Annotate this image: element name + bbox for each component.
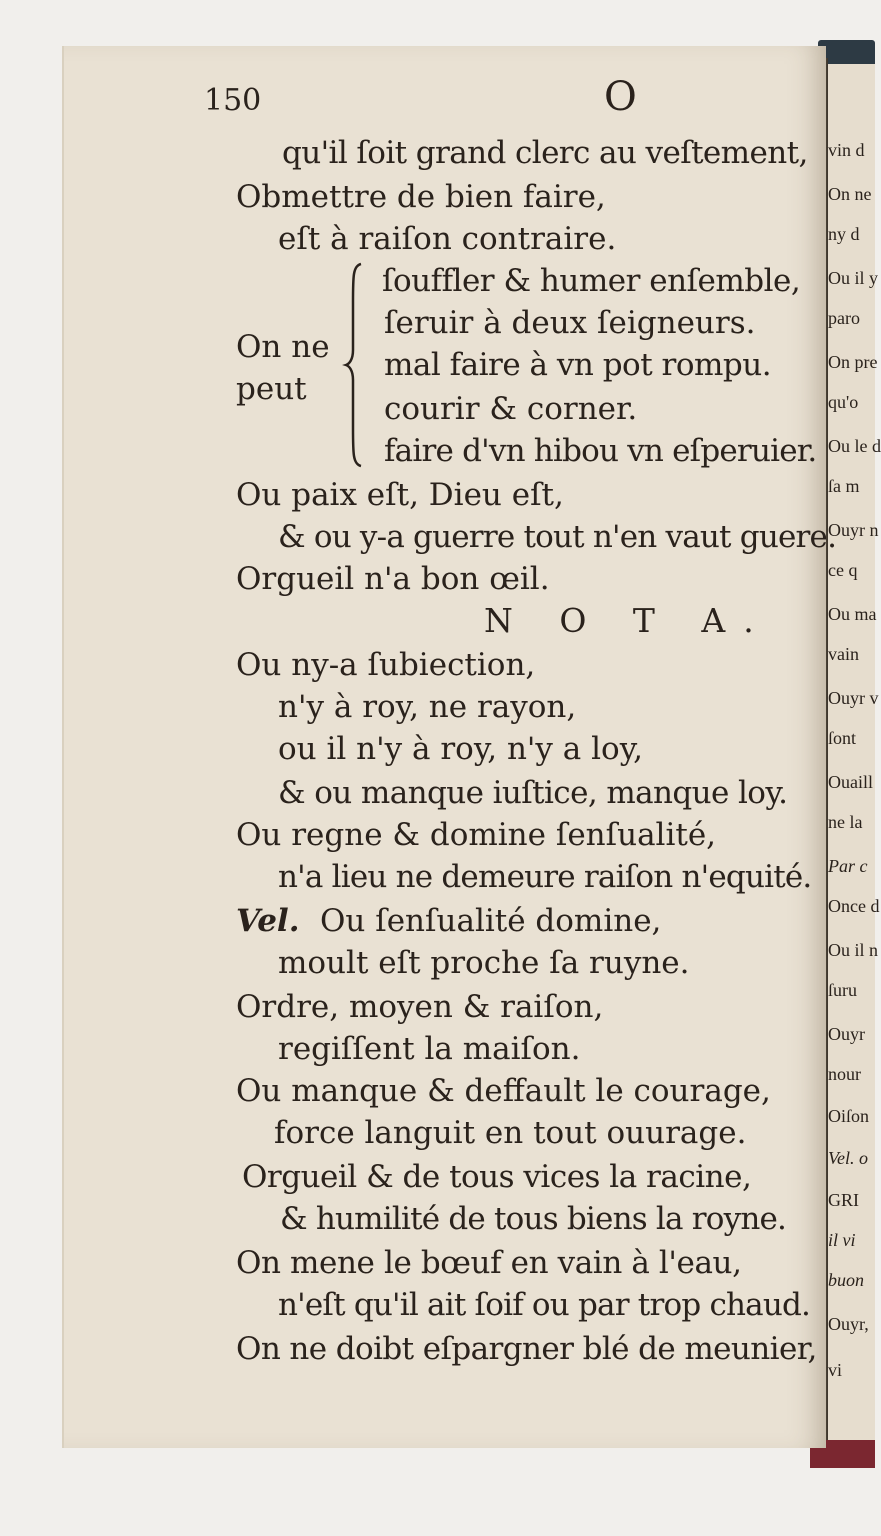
text-line: & ou y-a guerre tout n'en vaut guere. [278,519,837,555]
text-line: force languit en tout ouurage. [274,1115,747,1151]
facing-line: Ouaill [828,772,873,792]
text-line: ſeruir à deux ſeigneurs. [384,305,756,341]
text-line: mal faire à vn pot rompu. [384,347,772,383]
text-line: On mene le bœuf en vain à l'eau, [236,1245,742,1281]
facing-line: Ou ma [828,604,877,624]
facing-line: Ouyr, [828,1314,869,1334]
text-line: Orgueil & de tous vices la racine, [242,1159,752,1195]
text-line: Ou manque & deffault le courage, [236,1073,771,1109]
facing-line: Ou il y [828,268,879,288]
text-line: & humilité de tous biens la royne. [280,1201,787,1237]
page-heading: O [604,74,637,120]
brace-bracket [345,262,363,468]
vel-marker: Vel. [236,903,300,939]
facing-line: ſa m [828,476,860,496]
facing-line: ſuru [828,980,857,1000]
text-line: regiſſent la maiſon. [278,1031,581,1067]
facing-line: On ne [828,184,872,204]
page-number: 150 [204,83,262,118]
facing-page [822,64,881,1454]
facing-line: ne la [828,812,863,832]
text-line: On ne [236,329,330,365]
facing-line: On pre [828,352,878,372]
facing-line: GRI [828,1190,859,1210]
facing-line: Ou le d [828,436,881,456]
facing-line: ce q [828,560,858,580]
facing-line: Vel. o [828,1148,868,1168]
facing-line: Ou il n [828,940,879,960]
text-line: n'eſt qu'il ait ſoif ou par trop chaud. [278,1287,811,1323]
facing-line: vi [828,1360,843,1380]
text-line: eſt à raiſon contraire. [278,221,617,257]
facing-line: vain [828,644,859,664]
facing-line: Par c [828,856,868,876]
facing-line: Ouyr v [828,688,879,708]
text-line: faire d'vn hibou vn eſperuier. [384,433,817,469]
facing-line: ſont [828,728,857,748]
facing-line: nour [828,1064,861,1084]
text-line: Orgueil n'a bon œil. [236,561,550,597]
text-line: peut [236,371,307,407]
facing-line: Oiſon [828,1106,870,1126]
text-line: ou il n'y à roy, n'y a loy, [278,731,643,767]
text-line: n'y à roy, ne rayon, [278,689,577,725]
facing-line: Ouyr [828,1024,865,1044]
text-line: moult eſt proche ſa ruyne. [278,945,690,981]
facing-line: Once d [828,896,880,916]
text-line: Ou regne & domine ſenſualité, [236,817,717,853]
facing-line: Ouyr n [828,520,879,540]
text-line: On ne doibt eſpargner blé de meunier, [236,1331,817,1367]
text-line: courir & corner. [384,391,638,427]
facing-line: buon [828,1270,864,1290]
facing-line: qu'o [828,392,859,412]
text-line: ſouffler & humer enſemble, [382,263,801,299]
facing-line: vin d [828,140,865,160]
text-line: Ou ſenſualité domine, [320,903,662,939]
text-line: & ou manque iuſtice, manque loy. [278,775,788,811]
text-line: Ordre, moyen & raiſon, [236,989,604,1025]
facing-line: paro [828,308,860,328]
facing-line: il vi [828,1230,856,1250]
text-line: qu'il ſoit grand clerc au veſtement, [282,135,808,171]
facing-line: ny d [828,224,860,244]
text-line: Obmettre de bien faire, [236,179,606,215]
section-heading: N O T A. [484,601,772,640]
text-line: Ou ny-a ſubiection, [236,647,536,683]
text-line: n'a lieu ne demeure raiſon n'equité. [278,859,812,895]
text-line: Ou paix eſt, Dieu eſt, [236,477,564,513]
